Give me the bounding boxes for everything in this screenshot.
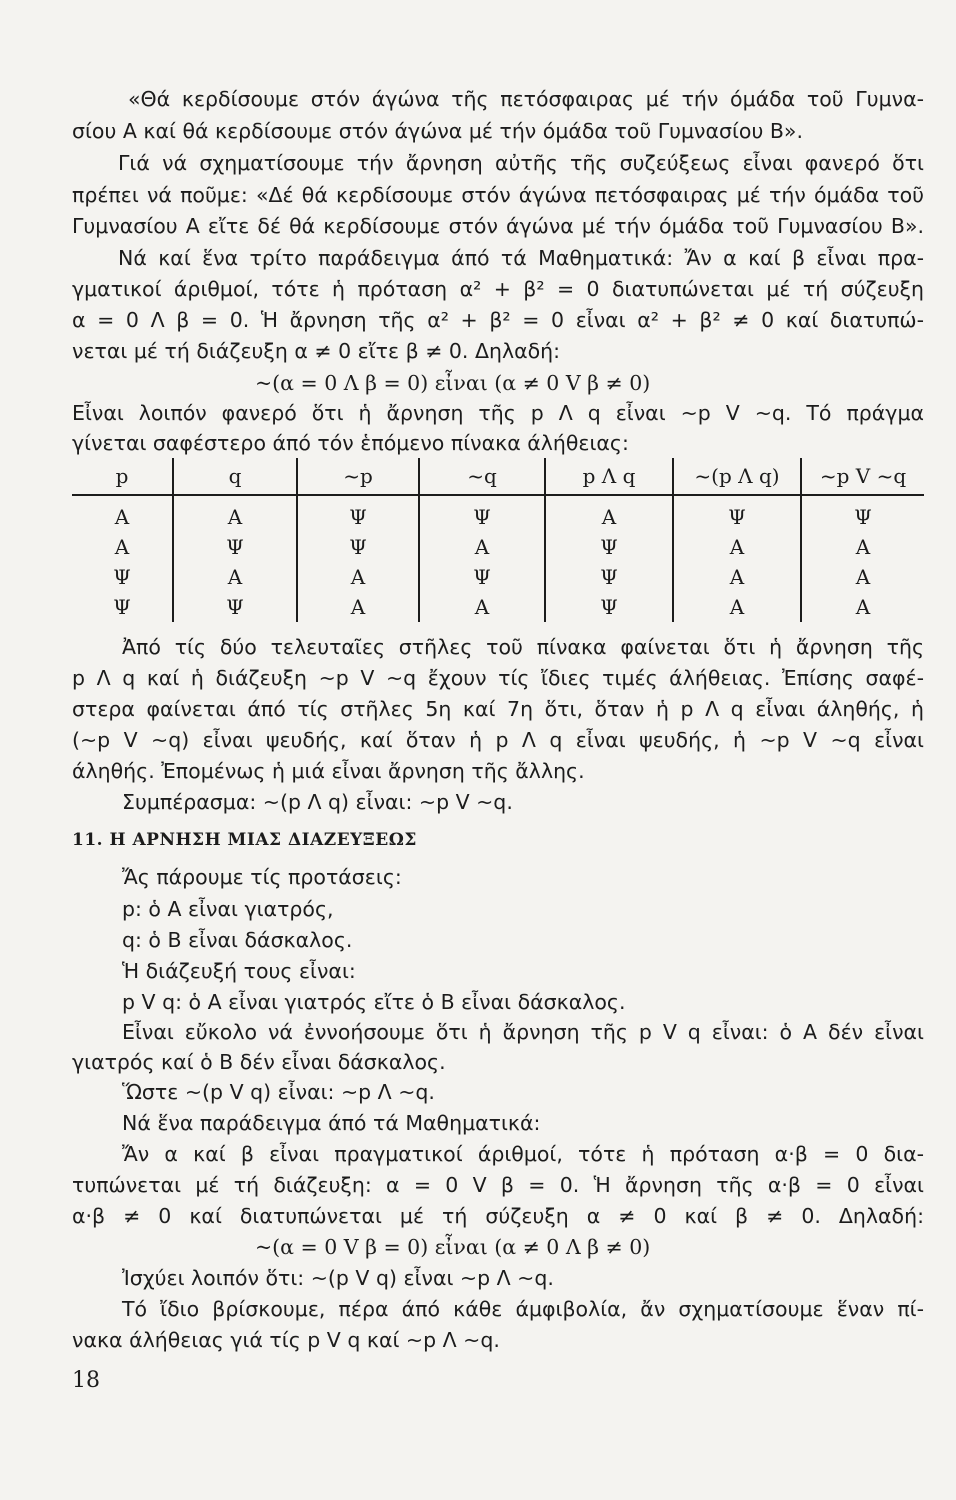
text-line: Νά καί ἕνα τρίτο παράδειγμα άπό τά Μαθηματικά: Ἄν α καί β εἶναι πρα- [118, 246, 924, 270]
text-line: πρέπει νά ποῦμε: «Δέ θά κερδίσουμε στόν άγώνα πετόσφαιρας μέ τήν όμάδα τοῦ [72, 183, 924, 207]
formula-line: ~(α = 0 Λ β = 0) εἶναι (α ≠ 0 V β ≠ 0) [255, 371, 651, 395]
text-line: Εἶναι λοιπόν φανερό ὅτι ἡ ἄρνηση τῆς p Λ q εἶναι ~p V ~q. Τό πράγμα [72, 401, 924, 425]
table-cell: Ψ [113, 595, 131, 619]
text-line: Ἄς πάρουμε τίς προτάσεις: [122, 865, 402, 889]
text-line: α·β ≠ 0 καί διατυπώνεται μέ τή σύζευξη α ≠ 0 καί β ≠ 0. Δηλαδή: [72, 1204, 924, 1228]
table-cell: Α [114, 535, 130, 559]
table-header: ~(p Λ q) [673, 458, 801, 495]
text-line: γίνεται σαφέστερο άπό τόν ἑπόμενο πίνακα άλήθειας: [72, 431, 629, 455]
text-line: Ἰσχύει λοιπόν ὅτι: ~(p V q) εἶναι ~p Λ ~q. [122, 1266, 554, 1290]
text-line: q: ὁ Β εἶναι δάσκαλος. [122, 928, 353, 952]
table-row [72, 592, 924, 622]
table-header: ~q [419, 458, 545, 495]
conclusion-line: Συμπέρασμα: ~(p Λ q) εἶναι: ~p V ~q. [122, 790, 513, 814]
table-cell: Α [297, 562, 419, 592]
table-cell: Ψ [113, 565, 131, 589]
table-cell: Α [173, 562, 297, 592]
table-row [72, 562, 924, 592]
formula-line: ~(α = 0 V β = 0) εἶναι (α ≠ 0 Λ β ≠ 0) [255, 1235, 651, 1259]
table-cell: Ψ [419, 562, 545, 592]
text-line: p: ὁ Α εἶναι γιατρός, [122, 897, 334, 921]
table-cell: Α [801, 532, 924, 562]
text-line: α = 0 Λ β = 0. Ἡ ἄρνηση τῆς α² + β² = 0 εἶναι α² + β² ≠ 0 καί διατυπώ- [72, 308, 924, 332]
text-line: Νά ἕνα παράδειγμα άπό τά Μαθηματικά: [122, 1111, 541, 1135]
table-header: ~p [297, 458, 419, 495]
table-cell: Ψ [297, 495, 419, 532]
text-line: Γυμνασίου Α εἴτε δέ θά κερδίσουμε στόν άγώνα μέ τήν όμάδα τοῦ Γυμνασίου Β». [72, 214, 924, 238]
table-cell: Α [801, 562, 924, 592]
text-line: Ἀπό τίς δύο τελευταῖες στῆλες τοῦ πίνακα φαίνεται ὅτι ἡ ἄρνηση τῆς [122, 635, 924, 659]
table-cell: Ψ [173, 532, 297, 562]
table-cell: Α [673, 562, 801, 592]
text-line: Εἶναι εὔκολο νά ἐννοήσουμε ὅτι ἡ ἄρνηση τῆς p V q εἶναι: ὁ Α δέν εἶναι [122, 1020, 924, 1044]
text-line: Ἡ διάζευξή τους εἶναι: [122, 959, 356, 983]
text-line: νεται μέ τή διάζευξη α ≠ 0 εἴτε β ≠ 0. Δηλαδή: [72, 339, 561, 363]
text-line: νακα άλήθειας γιά τίς p V q καί ~p Λ ~q. [72, 1328, 500, 1352]
text-line: Ἄν α καί β εἶναι πραγματικοί άριθμοί, τότε ἡ πρόταση α·β = 0 δια- [122, 1142, 924, 1166]
text-line: Τό ἴδιο βρίσκουμε, πέρα άπό κάθε άμφιβολία, ἄν σχηματίσουμε ἕναν πί- [122, 1297, 924, 1321]
page-number: 18 [72, 1368, 100, 1393]
table-cell: Ψ [801, 495, 924, 532]
text-line: γιατρός καί ὁ Β δέν εἶναι δάσκαλος. [72, 1050, 446, 1074]
text-line: άληθής. Ἐπομένως ἡ μιά εἶναι ἄρνηση τῆς ἄλλης. [72, 759, 585, 783]
table-cell: Α [173, 495, 297, 532]
table-cell: Α [545, 495, 673, 532]
table-header: q [173, 458, 297, 495]
table-header: p [72, 458, 173, 495]
table-cell: Α [114, 505, 130, 529]
section-heading: 11. Η ΑΡΝΗΣΗ ΜΙΑΣ ΔΙΑΖΕΥΞΕΩΣ [72, 830, 417, 850]
table-cell: Ψ [673, 495, 801, 532]
table-cell: Ψ [545, 592, 673, 622]
table-row [72, 532, 924, 562]
text-line: (~p V ~q) εἶναι ψευδής, καί ὅταν ἡ p Λ q εἶναι ψευδής, ἡ ~p V ~q εἶναι [72, 728, 924, 752]
text-line: p Λ q καί ἡ διάζευξη ~p V ~q ἔχουν τίς ἴδιες τιμές άλήθειας. Ἐπίσης σαφέ- [72, 666, 924, 690]
text-line: στερα φαίνεται άπό τίς στῆλες 5η καί 7η ὅτι, ὅταν ἡ p Λ q εἶναι άληθής, ἡ [72, 697, 924, 721]
table-cell: Ψ [419, 495, 545, 532]
text-line: Ὥστε ~(p V q) εἶναι: ~p Λ ~q. [122, 1080, 435, 1104]
text-line: σίου Α καί θά κερδίσουμε στόν άγώνα μέ τήν όμάδα τοῦ Γυμνασίου Β». [72, 119, 803, 143]
table-cell: Α [297, 592, 419, 622]
table-header: ~p V ~q [801, 458, 924, 495]
table-cell: Α [673, 532, 801, 562]
table-header: p Λ q [545, 458, 673, 495]
truth-table [72, 458, 924, 622]
table-cell: Α [419, 592, 545, 622]
table-cell: Α [673, 592, 801, 622]
text-line: Γιά νά σχηματίσουμε τήν ἄρνηση αὐτῆς τῆς συζεύξεως εἶναι φανερό ὅτι [118, 151, 924, 175]
table-cell: Α [801, 592, 924, 622]
text-line: τυπώνεται μέ τή διάζευξη: α = 0 V β = 0. Ἡ ἄρνηση τῆς α·β = 0 εἶναι [72, 1173, 924, 1197]
table-cell: Ψ [545, 562, 673, 592]
table-cell: Ψ [545, 532, 673, 562]
text-line: p V q: ὁ Α εἶναι γιατρός εἴτε ὁ Β εἶναι δάσκαλος. [122, 990, 626, 1014]
table-cell: Ψ [173, 592, 297, 622]
text-line: γματικοί άριθμοί, τότε ἡ πρόταση α² + β² = 0 διατυπώνεται μέ τή σύζευξη [72, 277, 924, 301]
table-cell: Ψ [297, 532, 419, 562]
table-cell: Α [419, 532, 545, 562]
text-line: «Θά κερδίσουμε στόν άγώνα τῆς πετόσφαιρας μέ τήν όμάδα τοῦ Γυμνα- [128, 87, 924, 111]
table-row [72, 495, 924, 532]
